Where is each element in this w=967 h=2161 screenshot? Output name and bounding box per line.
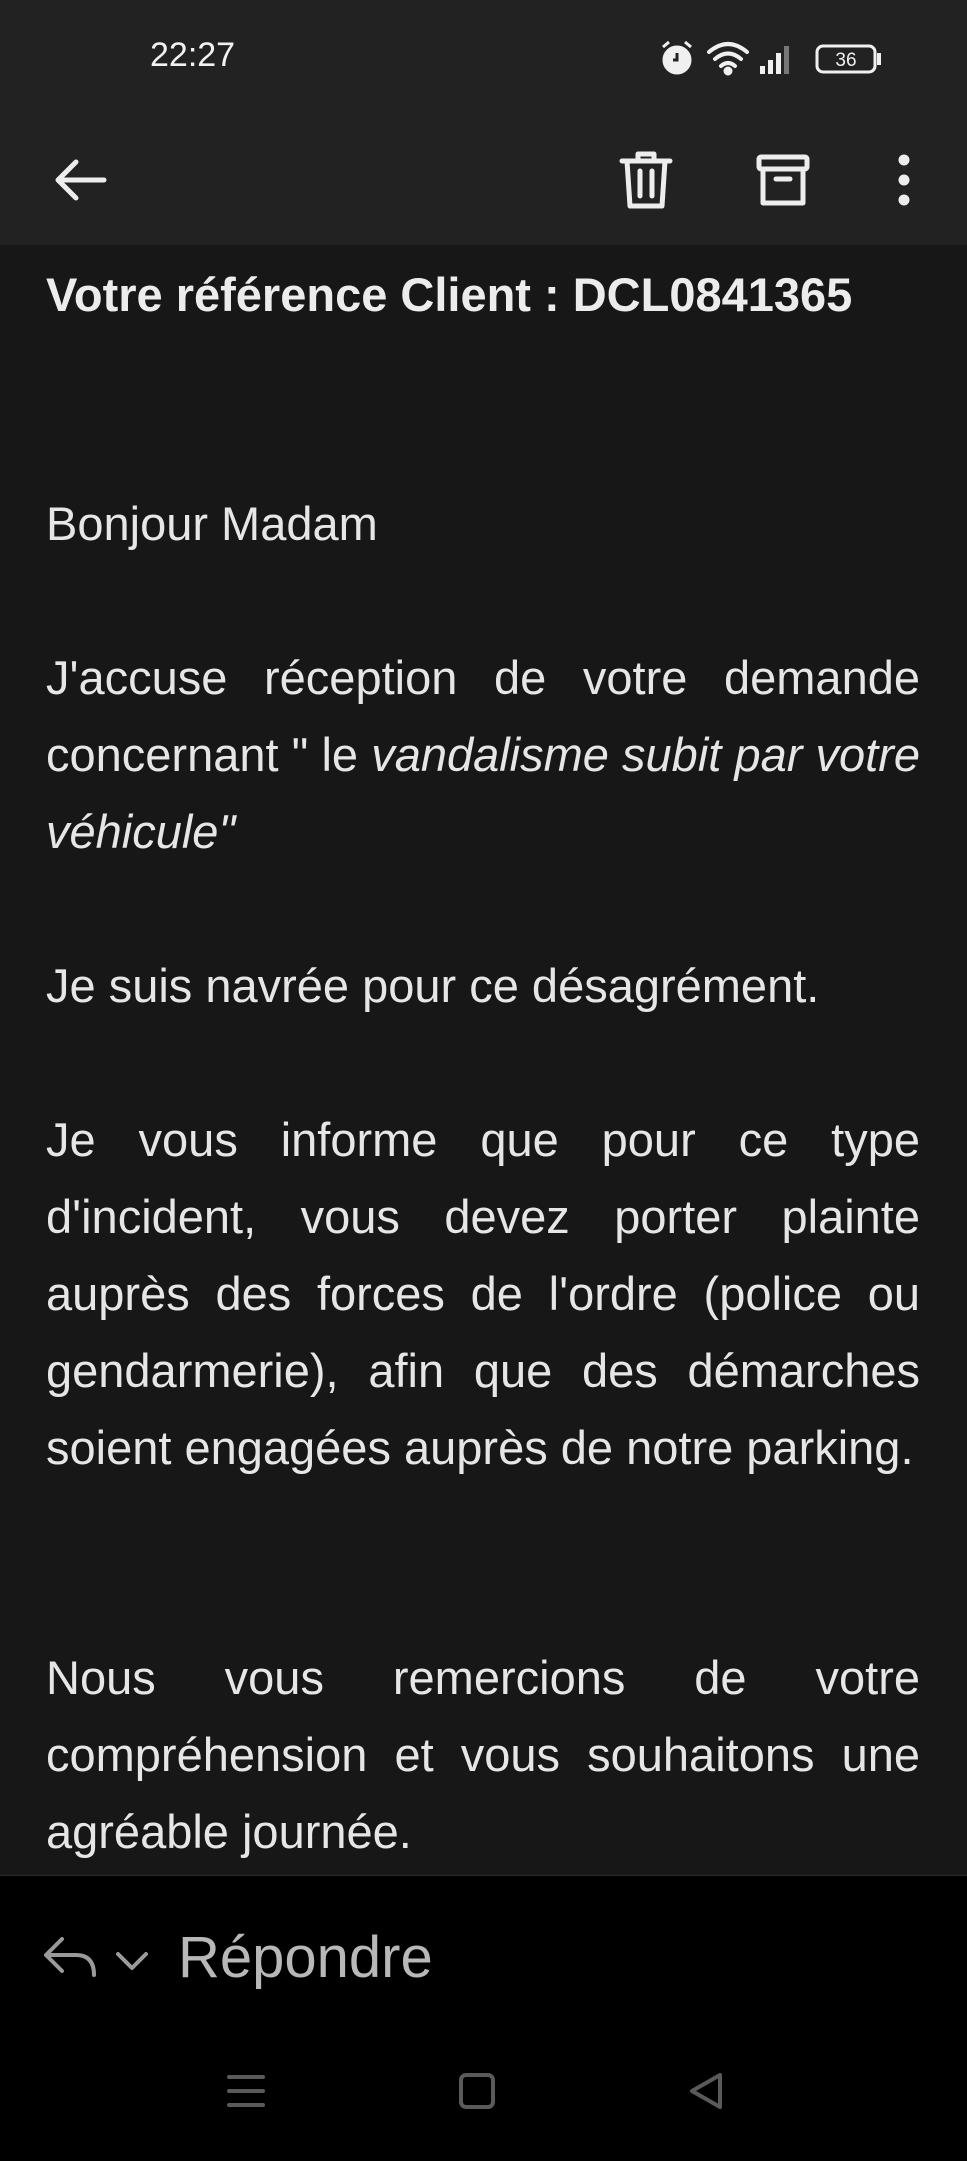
more-options-icon <box>894 152 914 208</box>
alarm-icon <box>663 42 691 73</box>
client-reference: Votre référence Client : DCL0841365 <box>46 268 853 321</box>
back-triangle-icon[interactable] <box>686 2071 726 2111</box>
email-body <box>0 245 967 1875</box>
reply-icon[interactable] <box>40 1931 100 1981</box>
delete-button[interactable] <box>601 135 691 225</box>
paragraph-acknowledgement <box>46 639 920 870</box>
reply-bar <box>0 1875 967 2161</box>
status-bar <box>0 0 967 115</box>
paragraph-acknowledgement-italic: vandalisme subit par votre véhicule" <box>46 728 920 858</box>
archive-button[interactable] <box>738 135 828 225</box>
paragraph-apology: Je suis navrée pour ce désagrément. <box>46 959 820 1012</box>
chevron-down-icon[interactable] <box>112 1946 152 1976</box>
email-toolbar <box>0 115 967 245</box>
recents-icon[interactable] <box>226 2071 266 2111</box>
home-icon[interactable] <box>457 2071 497 2111</box>
battery-level: 36 <box>835 50 857 71</box>
paragraph-closing: Nous vous remercions de votre compréhension et vous souhaitons une agréable journée. <box>46 1651 920 1858</box>
reply-button[interactable]: Répondre <box>178 1925 433 1990</box>
wifi-icon <box>709 44 747 74</box>
signal-icon <box>760 46 789 74</box>
battery-icon <box>817 46 881 72</box>
paragraph-acknowledgement-text: J'accuse réception de votre demande concernant " le <box>46 651 920 781</box>
more-options-button[interactable] <box>859 135 949 225</box>
back-button[interactable] <box>35 135 125 225</box>
back-arrow-icon <box>50 155 110 205</box>
greeting: Bonjour Madam <box>46 497 378 550</box>
archive-icon <box>753 152 813 208</box>
status-icons <box>657 38 887 78</box>
delete-icon <box>616 149 676 211</box>
status-time: 22:27 <box>150 36 236 74</box>
paragraph-instructions: Je vous informe que pour ce type d'incident, vous devez porter plainte auprès des forces de l'ordre (police ou gendarmerie), afin que des démarches soient engagées auprès de notre parking. <box>46 1113 920 1474</box>
